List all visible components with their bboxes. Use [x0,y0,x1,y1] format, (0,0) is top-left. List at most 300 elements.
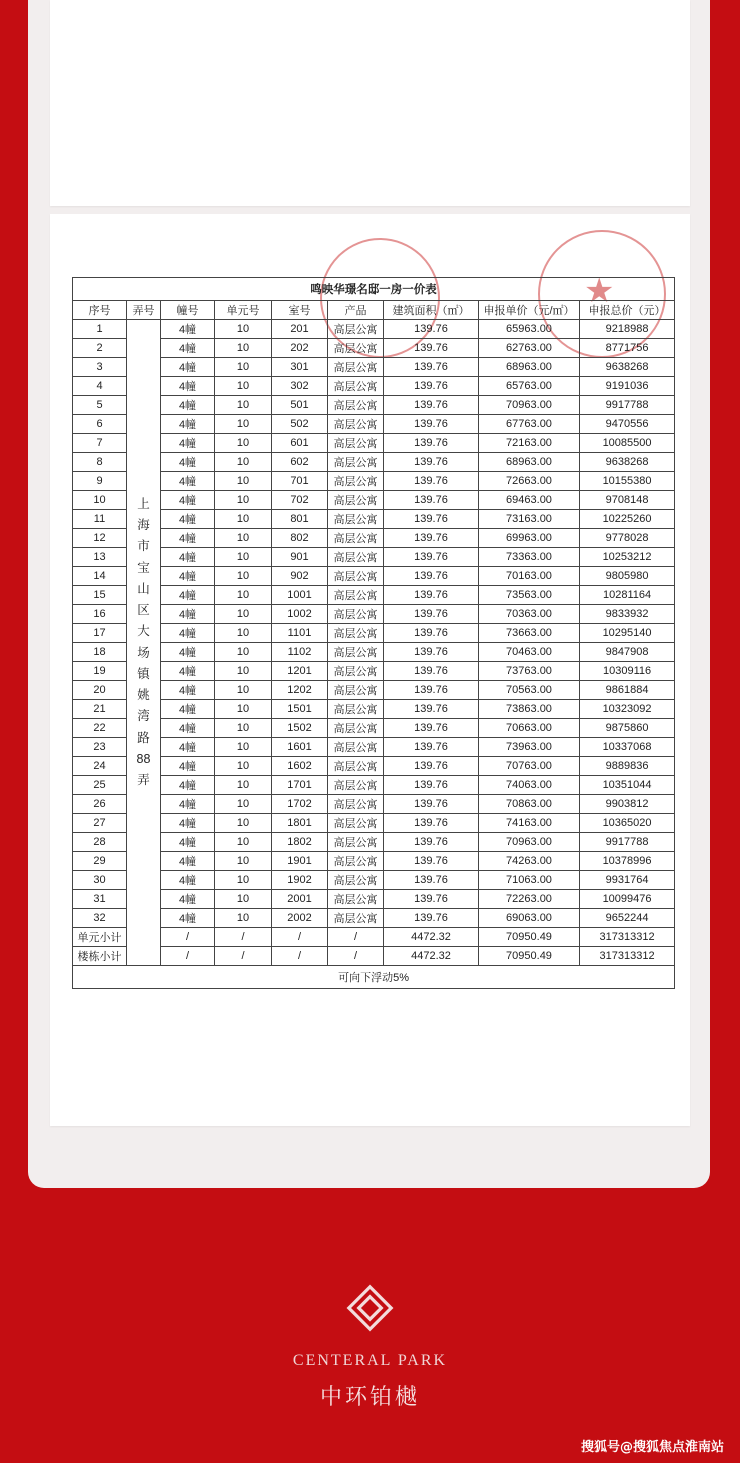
table-cell: 4472.32 [384,947,479,966]
table-cell: 高层公寓 [328,472,384,491]
table-cell: 10365020 [580,814,675,833]
table-cell: 139.76 [384,909,479,928]
table-cell: 高层公寓 [328,320,384,339]
table-cell: 32 [73,909,127,928]
table-row [73,776,675,795]
table-cell: 高层公寓 [328,681,384,700]
table-cell: 10378996 [580,852,675,871]
table-cell: 23 [73,738,127,757]
address-char: 路 [137,730,150,745]
seal-star-icon: ★ [584,271,615,311]
table-cell: 高层公寓 [328,776,384,795]
table-cell: 楼栋小计 [73,947,127,966]
table-cell: 高层公寓 [328,890,384,909]
table-row [73,548,675,567]
table-cell: 13 [73,548,127,567]
table-cell: 4幢 [161,510,215,529]
table-cell: 高层公寓 [328,624,384,643]
table-cell: 10 [73,491,127,510]
address-char: 镇 [137,666,150,681]
table-row [73,377,675,396]
table-cell: 1201 [272,662,328,681]
table-cell: 26 [73,795,127,814]
table-cell: 139.76 [384,890,479,909]
brand-name-english: CENTERAL PARK [292,1352,448,1369]
table-row [73,757,675,776]
table-cell: 801 [272,510,328,529]
table-cell: 9889836 [580,757,675,776]
table-cell: 902 [272,567,328,586]
brand-name-chinese: 中环铂樾 [319,1385,420,1410]
source-watermark: 搜狐号@搜狐焦点淮南站 [580,1440,724,1455]
table-cell: 4幢 [161,909,215,928]
table-cell: 72163.00 [479,434,580,453]
table-cell: 4幢 [161,605,215,624]
table-cell: 24 [73,757,127,776]
table-cell: 802 [272,529,328,548]
table-cell: 139.76 [384,472,479,491]
table-cell: 72663.00 [479,472,580,491]
address-char: 市 [137,539,150,554]
table-cell: 139.76 [384,434,479,453]
table-row [73,795,675,814]
table-cell: 139.76 [384,567,479,586]
table-cell: 4幢 [161,358,215,377]
table-cell: 70763.00 [479,757,580,776]
table-row [73,890,675,909]
table-row [73,643,675,662]
table-cell: 高层公寓 [328,795,384,814]
table-cell: 21 [73,700,127,719]
table-cell: 10 [215,586,272,605]
table-cell: 139.76 [384,377,479,396]
table-cell: 4幢 [161,871,215,890]
table-cell: 4幢 [161,529,215,548]
table-row [73,662,675,681]
table-cell: 9191036 [580,377,675,396]
table-cell: 317313312 [580,947,675,966]
table-cell: 28 [73,833,127,852]
table-cell: 8771756 [580,339,675,358]
table-cell: 4幢 [161,852,215,871]
table-cell: 139.76 [384,510,479,529]
table-cell: 73163.00 [479,510,580,529]
table-cell: 65963.00 [479,320,580,339]
table-cell: 9778028 [580,529,675,548]
table-cell: 139.76 [384,605,479,624]
table-cell: 高层公寓 [328,833,384,852]
table-cell: 6 [73,415,127,434]
table-cell: 4幢 [161,339,215,358]
table-cell: 70963.00 [479,833,580,852]
table-cell: 15 [73,586,127,605]
table-cell: 5 [73,396,127,415]
table-cell: 31 [73,890,127,909]
table-cell: 17 [73,624,127,643]
table-cell: 139.76 [384,643,479,662]
table-cell: 10 [215,871,272,890]
table-cell: 10 [215,529,272,548]
table-cell: / [272,947,328,966]
table-cell: 22 [73,719,127,738]
table-cell: 4472.32 [384,928,479,947]
table-title: 鸣映华璟名邸一房一价表 [73,278,675,301]
table-cell: 10 [215,453,272,472]
table-cell: 9638268 [580,453,675,472]
table-cell: 9875860 [580,719,675,738]
table-cell: 4幢 [161,415,215,434]
table-row [73,909,675,928]
table-cell: 高层公寓 [328,738,384,757]
address-char: 姚 [137,688,150,702]
table-cell: 9 [73,472,127,491]
address-char: 88 [136,751,151,766]
table-cell: 10253212 [580,548,675,567]
subtotal-row [73,947,675,966]
table-cell: 1101 [272,624,328,643]
table-cell: 139.76 [384,871,479,890]
table-header-cell: 申报单价（元/㎡） [479,301,580,320]
address-char: 场 [137,645,150,660]
table-cell: 10 [215,795,272,814]
table-cell: 4幢 [161,548,215,567]
table-cell: 1602 [272,757,328,776]
table-cell: 9917788 [580,396,675,415]
table-cell: 65763.00 [479,377,580,396]
table-row [73,700,675,719]
table-row [73,605,675,624]
table-row [73,624,675,643]
table-cell: 30 [73,871,127,890]
table-cell: 10309116 [580,662,675,681]
table-cell: 11 [73,510,127,529]
table-cell: / [272,928,328,947]
address-char: 宝 [137,560,150,575]
table-row [73,510,675,529]
table-cell: 10 [215,700,272,719]
brand-logo-icon [344,1282,396,1334]
table-cell: 71063.00 [479,871,580,890]
table-cell: 9903812 [580,795,675,814]
price-list-document [50,214,690,1126]
table-cell: 高层公寓 [328,605,384,624]
table-cell: 70363.00 [479,605,580,624]
table-cell: 10 [215,472,272,491]
table-cell: 9470556 [580,415,675,434]
table-cell: 高层公寓 [328,757,384,776]
table-cell: 602 [272,453,328,472]
table-cell: 10 [215,567,272,586]
table-cell: 139.76 [384,396,479,415]
table-cell: 10 [215,814,272,833]
table-cell: 202 [272,339,328,358]
table-cell: 10 [215,852,272,871]
table-cell: 10 [215,339,272,358]
table-cell: 10 [215,776,272,795]
table-cell: 73763.00 [479,662,580,681]
table-cell: 9652244 [580,909,675,928]
table-cell: 4幢 [161,396,215,415]
table-cell: 高层公寓 [328,396,384,415]
table-cell: 高层公寓 [328,415,384,434]
table-cell: 1802 [272,833,328,852]
table-cell: / [161,928,215,947]
table-cell: / [328,928,384,947]
table-cell: 70563.00 [479,681,580,700]
table-cell: 201 [272,320,328,339]
table-cell: 70663.00 [479,719,580,738]
table-row [73,434,675,453]
table-cell: 高层公寓 [328,548,384,567]
table-cell: 70950.49 [479,947,580,966]
table-cell: 139.76 [384,453,479,472]
table-cell: 10 [215,643,272,662]
address-char: 海 [137,518,150,532]
table-cell: 139.76 [384,852,479,871]
address-char: 大 [137,624,150,639]
table-row [73,415,675,434]
table-header-cell: 室号 [272,301,328,320]
table-row [73,339,675,358]
table-cell: 1002 [272,605,328,624]
table-cell: 73563.00 [479,586,580,605]
address-char: 区 [137,603,150,617]
table-cell: 4幢 [161,795,215,814]
table-cell: 2002 [272,909,328,928]
table-cell: 70463.00 [479,643,580,662]
table-cell: 高层公寓 [328,567,384,586]
table-cell: 1 [73,320,127,339]
table-cell: 74063.00 [479,776,580,795]
table-cell: 139.76 [384,548,479,567]
table-cell: 139.76 [384,529,479,548]
blank-page [50,0,690,206]
table-cell: 16 [73,605,127,624]
table-cell: 10 [215,719,272,738]
table-cell: 4幢 [161,833,215,852]
table-cell: 10337068 [580,738,675,757]
table-header-row [73,301,675,320]
table-row [73,567,675,586]
table-cell: 高层公寓 [328,491,384,510]
table-cell: 139.76 [384,320,479,339]
table-cell: 701 [272,472,328,491]
table-cell: / [215,947,272,966]
table-cell: 70163.00 [479,567,580,586]
table-cell: 10 [215,510,272,529]
table-cell: 302 [272,377,328,396]
table-row [73,529,675,548]
table-cell: 10155380 [580,472,675,491]
table-cell: 73863.00 [479,700,580,719]
table-cell: 4幢 [161,472,215,491]
table-header-cell: 申报总价（元） [580,301,675,320]
table-cell: 19 [73,662,127,681]
table-cell: 301 [272,358,328,377]
table-cell: 1601 [272,738,328,757]
price-table [72,277,675,989]
table-cell: 18 [73,643,127,662]
table-cell: 25 [73,776,127,795]
table-cell: 高层公寓 [328,586,384,605]
table-row [73,320,675,339]
table-cell: 10 [215,757,272,776]
table-cell: 139.76 [384,624,479,643]
table-cell: 10 [215,320,272,339]
table-cell: 2001 [272,890,328,909]
table-row [73,738,675,757]
table-cell: 10 [215,396,272,415]
table-cell: 4幢 [161,624,215,643]
table-cell: 1701 [272,776,328,795]
table-cell: 501 [272,396,328,415]
table-cell: 139.76 [384,795,479,814]
table-cell: 10281164 [580,586,675,605]
table-cell: 4幢 [161,453,215,472]
table-cell: 1801 [272,814,328,833]
table-cell: 69063.00 [479,909,580,928]
table-cell: 139.76 [384,757,479,776]
table-row [73,852,675,871]
table-cell: 4幢 [161,567,215,586]
table-cell: 67763.00 [479,415,580,434]
table-cell: 高层公寓 [328,529,384,548]
table-cell: 10 [215,738,272,757]
table-cell: 4幢 [161,776,215,795]
table-cell: / [328,947,384,966]
table-row [73,472,675,491]
address-cell [127,320,161,966]
table-cell: 8 [73,453,127,472]
table-cell: 高层公寓 [328,510,384,529]
table-cell: 1702 [272,795,328,814]
table-row [73,681,675,700]
table-cell: 10 [215,890,272,909]
table-cell: 10225260 [580,510,675,529]
table-cell: 139.76 [384,833,479,852]
table-cell: 139.76 [384,738,479,757]
table-cell: 10323092 [580,700,675,719]
table-cell: 9847908 [580,643,675,662]
table-row [73,396,675,415]
table-header-cell: 弄号 [127,301,161,320]
table-cell: 1901 [272,852,328,871]
table-cell: 139.76 [384,719,479,738]
table-cell: 10 [215,605,272,624]
table-row [73,491,675,510]
table-row [73,358,675,377]
table-row [73,833,675,852]
table-cell: 7 [73,434,127,453]
table-cell: 高层公寓 [328,643,384,662]
table-cell: 10085500 [580,434,675,453]
table-cell: / [215,928,272,947]
table-cell: 高层公寓 [328,814,384,833]
table-cell: 9805980 [580,567,675,586]
table-cell: 73663.00 [479,624,580,643]
table-cell: 1501 [272,700,328,719]
subtotal-row [73,928,675,947]
table-cell: 9861884 [580,681,675,700]
table-cell: 高层公寓 [328,909,384,928]
table-cell: 9218988 [580,320,675,339]
table-cell: 139.76 [384,586,479,605]
table-cell: 139.76 [384,681,479,700]
address-char: 湾 [137,709,150,724]
table-cell: 14 [73,567,127,586]
table-cell: 4幢 [161,738,215,757]
table-cell: 139.76 [384,339,479,358]
table-cell: 4幢 [161,700,215,719]
table-cell: 74263.00 [479,852,580,871]
table-cell: 68963.00 [479,453,580,472]
table-row [73,586,675,605]
table-cell: 高层公寓 [328,453,384,472]
table-cell: 4幢 [161,434,215,453]
table-cell: 10 [215,415,272,434]
table-cell: 139.76 [384,491,479,510]
table-cell: 高层公寓 [328,339,384,358]
table-cell: 27 [73,814,127,833]
table-cell: 高层公寓 [328,434,384,453]
table-row [73,453,675,472]
table-cell: 69463.00 [479,491,580,510]
table-cell: 1001 [272,586,328,605]
table-cell: 1902 [272,871,328,890]
table-cell: 10 [215,358,272,377]
table-cell: 高层公寓 [328,377,384,396]
table-cell: 9638268 [580,358,675,377]
table-cell: 4幢 [161,814,215,833]
table-cell: 9708148 [580,491,675,510]
table-cell: 10 [215,624,272,643]
table-cell: 10351044 [580,776,675,795]
table-cell: 2 [73,339,127,358]
table-cell: 70863.00 [479,795,580,814]
note-row [73,966,675,989]
table-cell: 4幢 [161,719,215,738]
table-cell: 10 [215,833,272,852]
table-row [73,719,675,738]
table-cell: 70950.49 [479,928,580,947]
table-cell: 10 [215,662,272,681]
table-header-cell: 单元号 [215,301,272,320]
table-cell: 139.76 [384,662,479,681]
table-cell: 4幢 [161,586,215,605]
table-note: 可向下浮动5% [73,966,675,989]
table-cell: 10099476 [580,890,675,909]
table-cell: 29 [73,852,127,871]
table-header-cell: 建筑面积（㎡） [384,301,479,320]
table-cell: 10 [215,909,272,928]
table-cell: 4幢 [161,643,215,662]
address-char: 上 [137,496,150,511]
table-cell: 73963.00 [479,738,580,757]
table-cell: 68963.00 [479,358,580,377]
table-cell: 10 [215,681,272,700]
table-cell: 72263.00 [479,890,580,909]
table-cell: 12 [73,529,127,548]
table-cell: 20 [73,681,127,700]
table-cell: 73363.00 [479,548,580,567]
table-cell: 10 [215,491,272,510]
table-cell: 702 [272,491,328,510]
table-cell: / [161,947,215,966]
table-cell: 9917788 [580,833,675,852]
table-cell: 69963.00 [479,529,580,548]
table-cell: 4幢 [161,377,215,396]
table-cell: 高层公寓 [328,700,384,719]
